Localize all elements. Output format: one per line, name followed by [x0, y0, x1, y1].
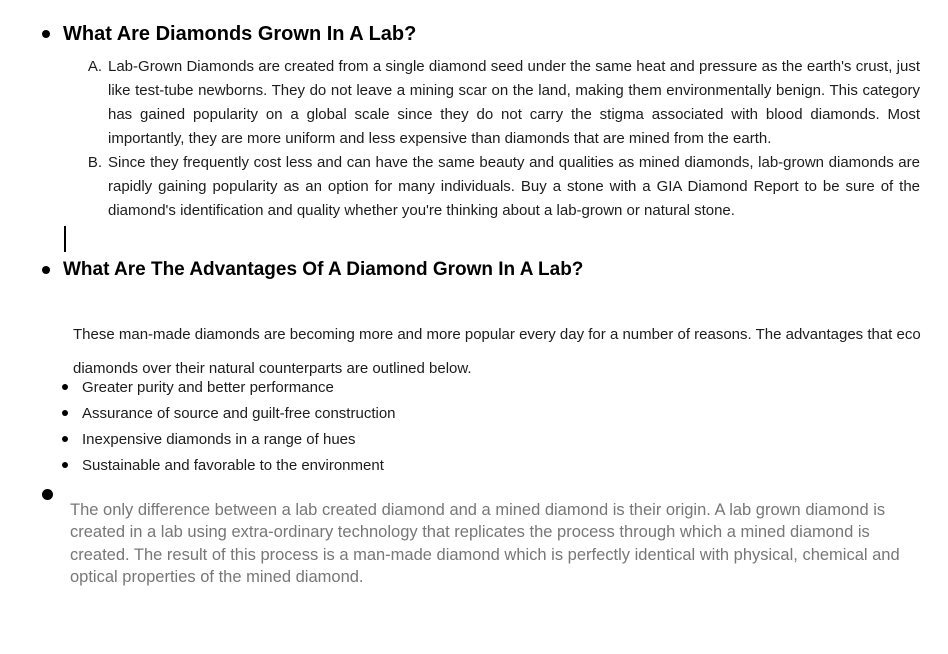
section-2-heading[interactable]: What Are The Advantages Of A Diamond Grown In A Lab?	[63, 259, 584, 280]
section-1-heading-row	[42, 22, 416, 46]
paragraph-text[interactable]: Lab-Grown Diamonds are created from a single diamond seed under the same heat and pressure as the earth's crust, just like test-tube newborns. They do not leave a mining scar on the land, making them environmentally benign. This category has gained popularity on a global scale since they do not carry the stigma associated with blood diamonds. Most importantly, they are more uniform and less expensive than diamonds that are mined from the earth.	[108, 58, 920, 147]
list-item[interactable]	[62, 452, 396, 478]
paragraph-text[interactable]: Since they frequently cost less and can have the same beauty and qualities as mined diamonds, lab-grown diamonds are rapidly gaining popularity as an option for many individuals. Buy a stone with a GIA Diamond Report to be sure of the diamond's identification and quality whether you're thinking about a lab-grown or natural stone.	[108, 154, 920, 219]
list-item-text[interactable]: Assurance of source and guilt-free construction	[82, 404, 396, 422]
list-item[interactable]	[62, 374, 396, 400]
list-item-text[interactable]: Inexpensive diamonds in a range of hues	[82, 430, 356, 448]
bullet-icon	[62, 436, 68, 442]
advantages-list	[62, 374, 396, 478]
bullet-icon	[42, 266, 50, 274]
section-2-heading-row	[42, 258, 583, 282]
closing-paragraph[interactable]: The only difference between a lab created diamond and a mined diamond is their origin. A lab grown diamond is created in a lab using extra-ordinary technology that replicates the process through which a mined diamond is created. The result of this process is a man-made diamond which is perfectly identical with physical, chemical and optical properties of the mined diamond.	[70, 500, 900, 586]
list-item[interactable]	[62, 426, 396, 452]
list-item-a[interactable]	[87, 55, 920, 151]
bullet-icon	[62, 410, 68, 416]
lettered-list	[87, 55, 920, 223]
section-1-heading[interactable]: What Are Diamonds Grown In A Lab?	[63, 23, 417, 45]
list-item[interactable]	[62, 400, 396, 426]
list-item-text[interactable]: Greater purity and better performance	[82, 378, 334, 396]
list-item-b[interactable]	[87, 151, 920, 223]
bullet-icon	[42, 30, 50, 38]
bullet-icon	[62, 384, 68, 390]
list-marker-b: B.	[87, 154, 102, 171]
intro-paragraph[interactable]: These man-made diamonds are becoming more and more popular every day for a number of reasons. The advantages that eco diamonds over their natural counterparts are outlined below.	[73, 326, 921, 377]
bullet-icon	[62, 462, 68, 468]
list-marker-a: A.	[87, 58, 102, 75]
list-item-text[interactable]: Sustainable and favorable to the environment	[82, 456, 384, 474]
text-cursor	[64, 226, 66, 252]
bullet-icon	[42, 489, 53, 500]
